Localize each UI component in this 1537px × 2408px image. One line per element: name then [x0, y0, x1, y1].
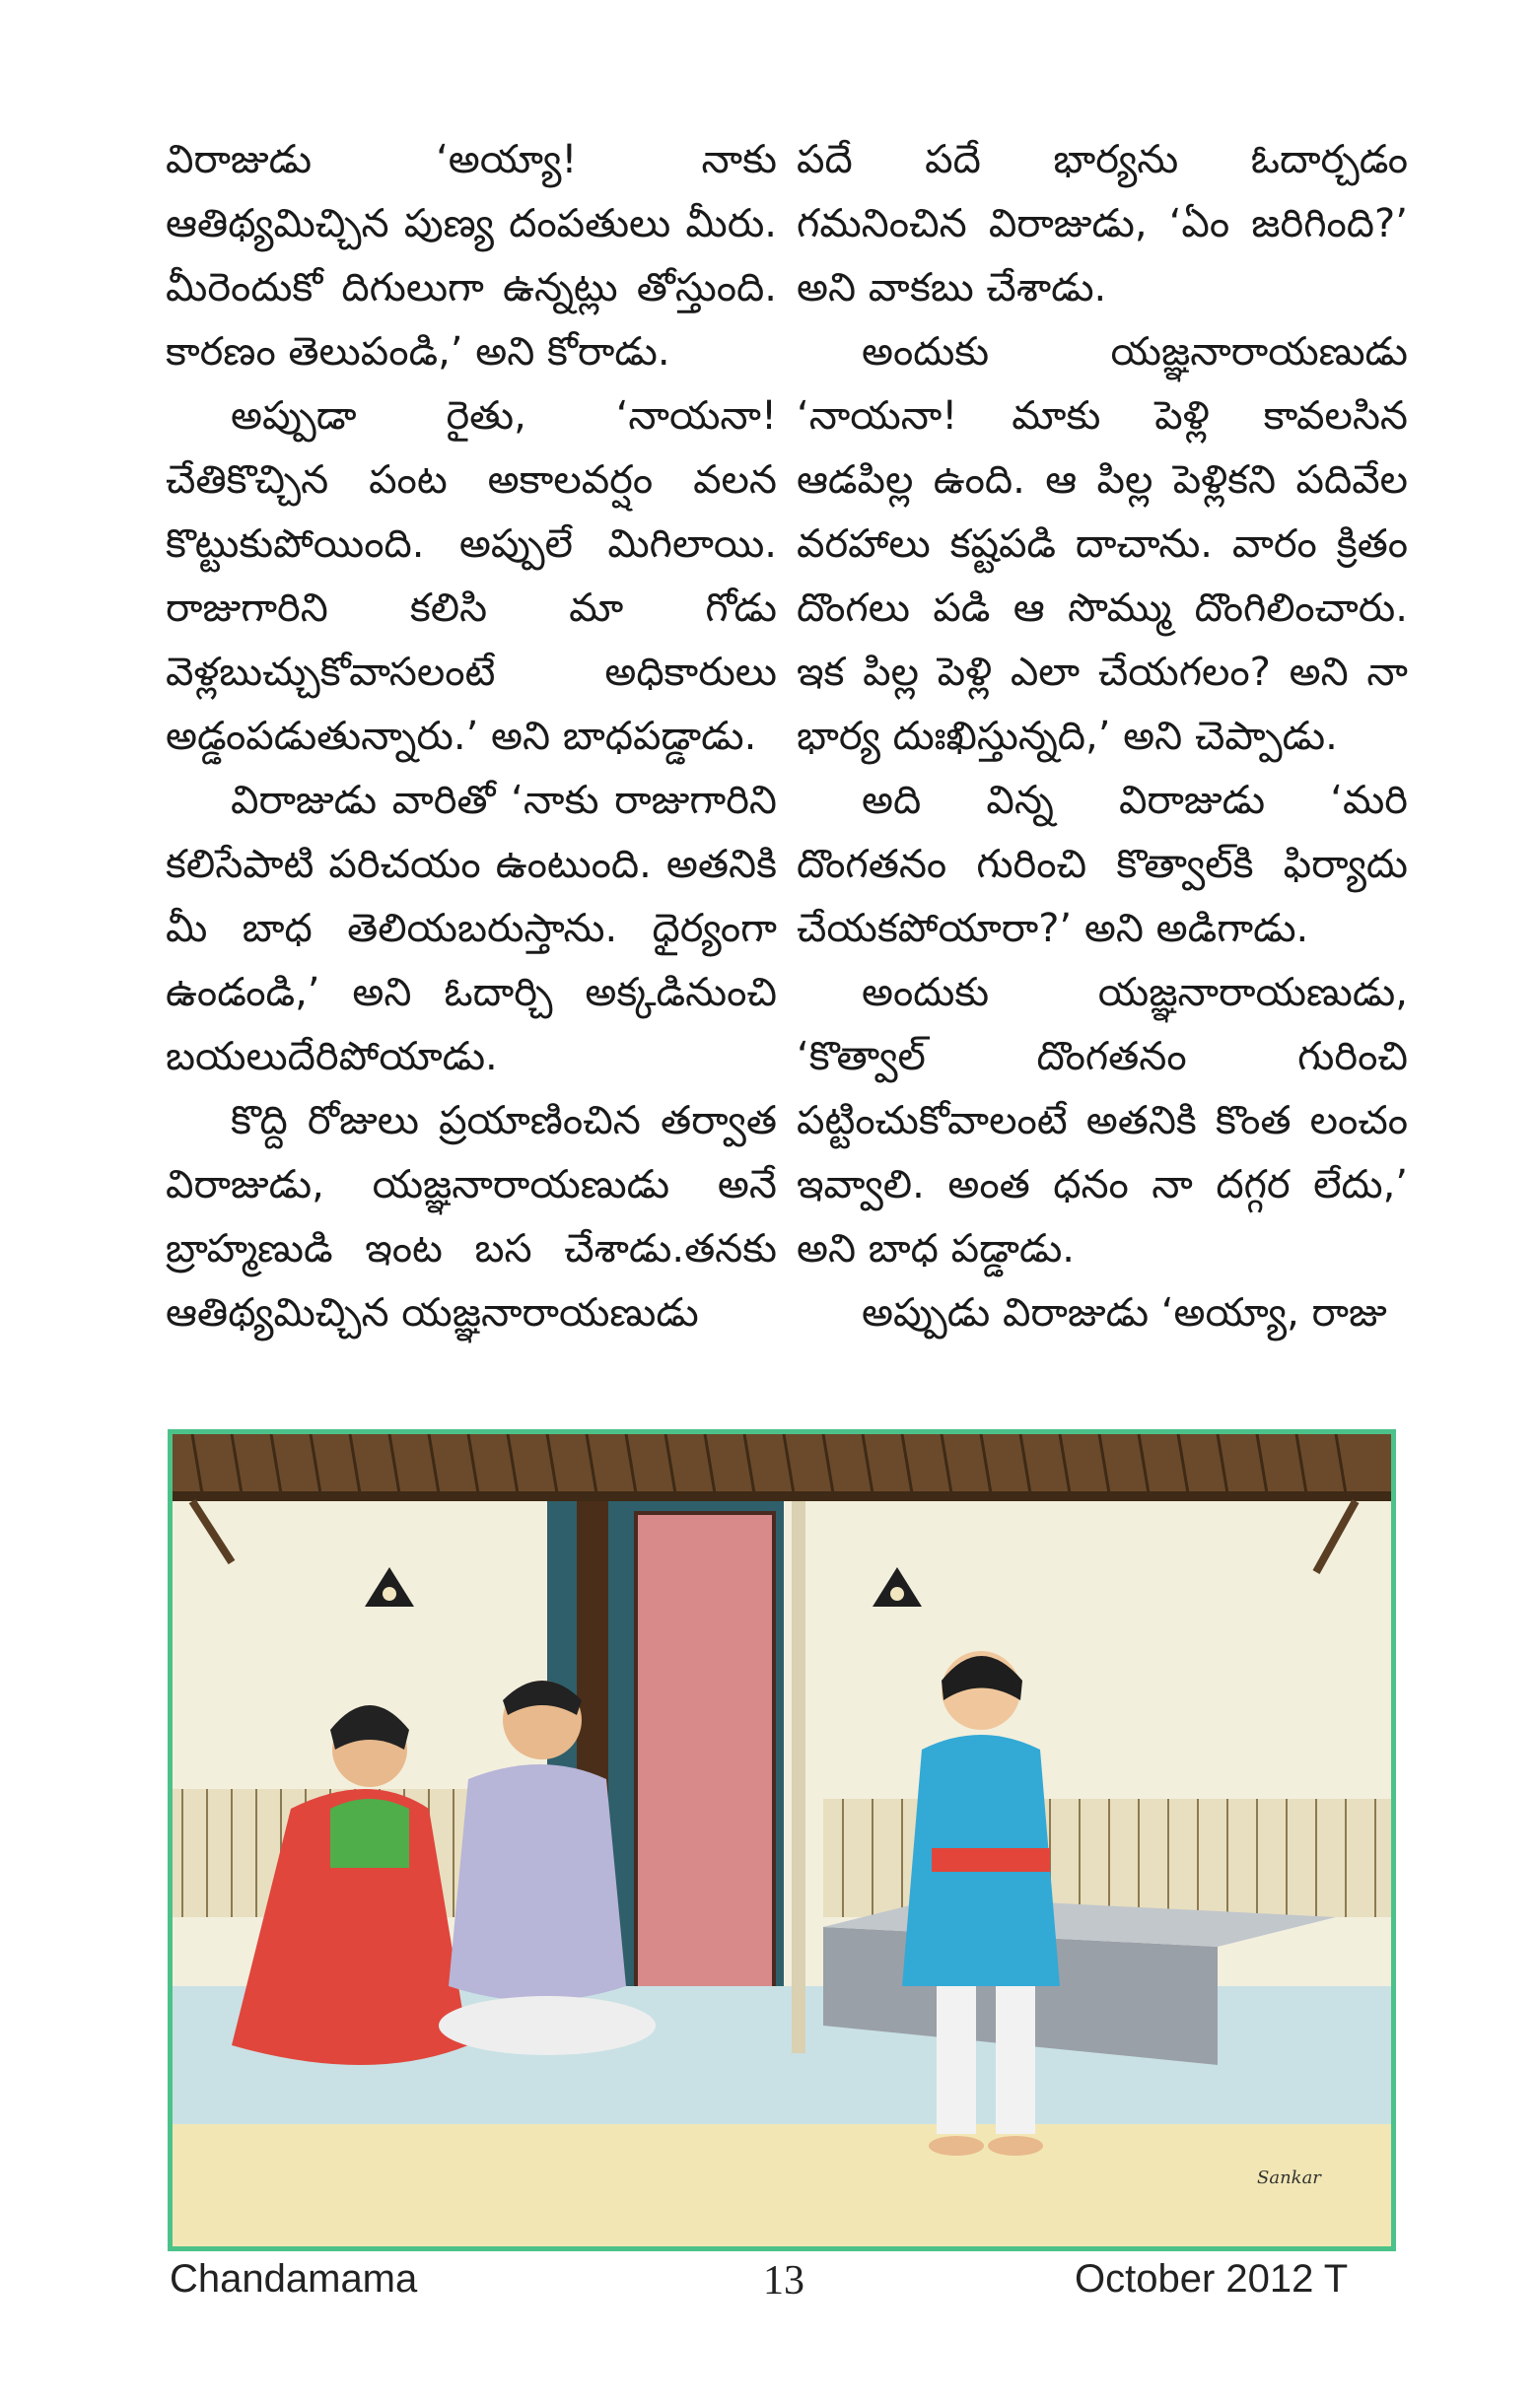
paragraph: అందుకు యజ్ఞనారాయణుడు ‘నాయనా! మాకు పెళ్లి కావలసిన ఆడపిల్ల ఉంది. ఆ పిల్ల పెళ్లికని పదివేల వరహాలు కష్టపడి దాచాను. వారం క్రితం దొంగలు పడి ఆ సొమ్ము దొంగిలించారు. ఇక పిల్ల పెళ్లి ఎలా చేయగలం? అని నా భార్య దుఃఖిస్తున్నది,’ అని చెప్పాడు.	[797, 329, 1408, 759]
paragraph: అది విన్న విరాజుడు ‘మరి దొంగతనం గురించి కొత్వాల్‌కి ఫిర్యాదు చేయకపోయారా?’ అని అడిగాడు.	[797, 778, 1408, 951]
paragraph: పదే పదే భార్యను ఓదార్చడం గమనించిన విరాజుడు, ‘ఏం జరిగింది?’ అని వాకబు చేశాడు.	[797, 137, 1408, 310]
paragraph: అప్పుడా రైతు, ‘నాయనా! చేతికొచ్చిన పంట అకాలవర్షం వలన కొట్టుకుపోయింది. అప్పులే మిగిలాయి. రాజుగారిని కలిసి మా గోడు వెళ్లబుచ్చుకోవాసలంటే అధికారులు అడ్డంపడుతున్నారు.’ అని బాధపడ్డాడు.	[166, 393, 777, 759]
page-number: 13	[763, 2258, 804, 2304]
left-column	[166, 128, 777, 1345]
artist-signature: Sankar	[1257, 2167, 1321, 2188]
paragraph: అప్పుడు విరాజుడు ‘అయ్యా, రాజు	[862, 1290, 1387, 1336]
paragraph: విరాజుడు ‘అయ్యా! నాకు ఆతిథ్యమిచ్చిన పుణ్య దంపతులు మీరు. మీరెందుకో దిగులుగా ఉన్నట్లు తోస్తుంది. కారణం తెలుపండి,’ అని కోరాడు.	[166, 137, 777, 375]
paragraph: విరాజుడు వారితో ‘నాకు రాజుగారిని కలిసేపాటి పరిచయం ఉంటుంది. అతనికి మీ బాధ తెలియబరుస్తాను. ధైర్యంగా ఉండండి,’ అని ఓదార్చి అక్కడినుంచి బయలుదేరిపోయాడు.	[166, 778, 777, 1079]
paragraph: అందుకు యజ్ఞనారాయణుడు, ‘కొత్వాల్ దొంగతనం గురించి పట్టించుకోవాలంటే అతనికి కొంత లంచం ఇవ్వాలి. అంత ధనం నా దగ్గర లేదు,’ అని బాధ పడ్డాడు.	[797, 970, 1408, 1272]
story-illustration	[168, 1429, 1396, 2251]
thatched-roof	[173, 1434, 1391, 1501]
paragraph: కొద్ది రోజులు ప్రయాణించిన తర్వాత విరాజుడు, యజ్ఞనారాయణుడు అనే బ్రాహ్మణుడి ఇంట బస చేశాడు.తనకు ఆతిథ్యమిచ్చిన యజ్ఞనారాయణుడు	[166, 1098, 777, 1336]
magazine-name: Chandamama	[170, 2257, 418, 2301]
right-column	[797, 128, 1408, 1345]
issue-date: October 2012 T	[1075, 2257, 1349, 2301]
